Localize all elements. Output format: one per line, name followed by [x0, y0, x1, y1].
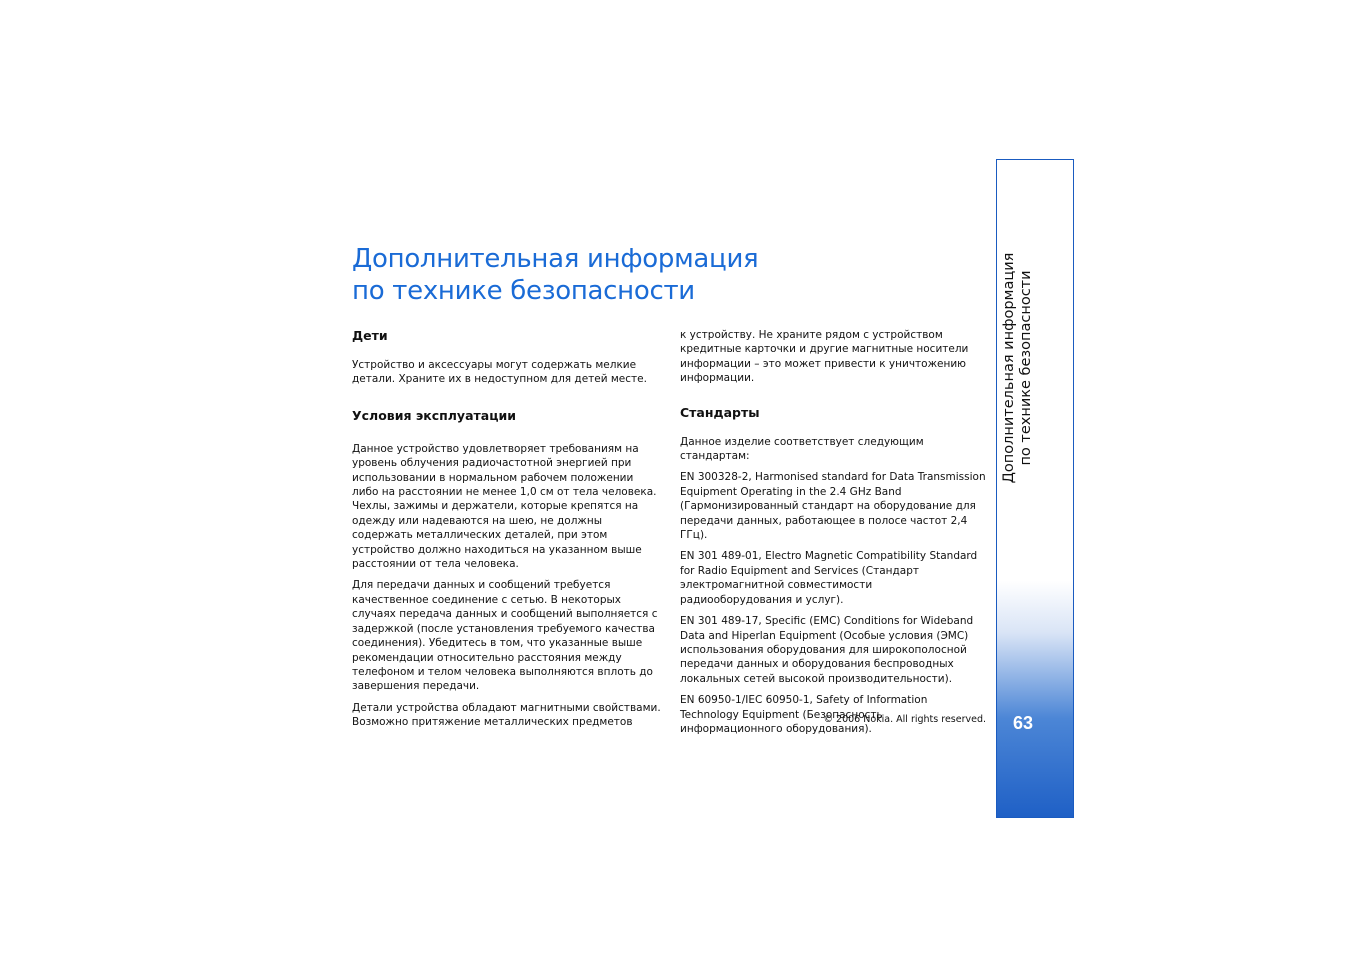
paragraph-standards-intro: Данное изделие соответствует следующим стандартам:	[680, 435, 924, 463]
paragraph-conditions-1: Данное устройство удовлетворяет требованиям на уровень облучения радиочастотной энергией при использовании в нормальном рабочем положении либо на расстоянии не менее 1,0 см от тела человека. Чехлы, зажимы и держатели, которые крепятся на одежду или надеваются на шею, не должны содержать металлических деталей, при этом устройство должно находиться на указанном выше расстоянии от тела человека.	[352, 442, 657, 571]
sidebar-chapter-title	[1001, 238, 1035, 498]
paragraph-conditions-3: Детали устройства обладают магнитными свойствами. Возможно притяжение металлических предметов	[352, 701, 661, 729]
paragraph-conditions-2: Для передачи данных и сообщений требуется качественное соединение с сетью. В некоторых случаях передача данных и сообщений выполняется с задержкой (после установления требуемого качества соединения). Убедитесь в том, что указанные выше рекомендации относительно расстояния между телефоном и телом человека выполняются вплоть до завершения передачи.	[352, 579, 658, 693]
paragraph-standard-3: EN 301 489-17, Specific (EMC) Conditions for Wideband Data and Hiperlan Equipment (Особые условия (ЭМС) использования оборудования для широкополосной передачи данных и оборудования беспроводных локальных сетей высокой производительности).	[680, 615, 974, 685]
sidebar-title-line-1: Дополнительная информация	[1001, 252, 1017, 484]
paragraph-standard-4: EN 60950-1/IEC 60950-1, Safety of Information Technology Equipment (Безопасность информационного оборудования).	[680, 694, 928, 735]
heading-children: Дети	[352, 328, 388, 343]
paragraph-continue: к устройству. Не храните рядом с устройством кредитные карточки и другие магнитные носители информации – это может привести к уничтожению информации.	[680, 329, 969, 385]
paragraph-standard-1: EN 300328-2, Harmonised standard for Data Transmission Equipment Operating in the 2.4 GHz Band (Гармонизированный стандарт на оборудование для передачи данных, работающее в полосе частот 2,4 ГГц).	[680, 471, 986, 542]
right-column	[680, 328, 986, 743]
heading-conditions: Условия эксплуатации	[352, 407, 516, 423]
left-column	[352, 328, 662, 737]
page-title-line-2: по технике безопасности	[352, 276, 695, 306]
copyright-footer: © 2006 Nokia. All rights reserved.	[823, 714, 986, 725]
page-title-line-1: Дополнительная информация	[352, 244, 759, 274]
page-title	[352, 243, 912, 307]
paragraph-standard-2: EN 301 489-01, Electro Magnetic Compatibility Standard for Radio Equipment and Services (Стандарт электромагнитной совместимости радиооборудования и услуг).	[680, 550, 978, 606]
heading-standards: Стандарты	[680, 404, 760, 420]
sidebar-title-line-2: по технике безопасности	[1018, 270, 1034, 466]
page-number: 63	[1013, 713, 1034, 733]
paragraph-children: Устройство и аксессуары могут содержать мелкие детали. Храните их в недоступном для детей месте.	[352, 359, 647, 386]
